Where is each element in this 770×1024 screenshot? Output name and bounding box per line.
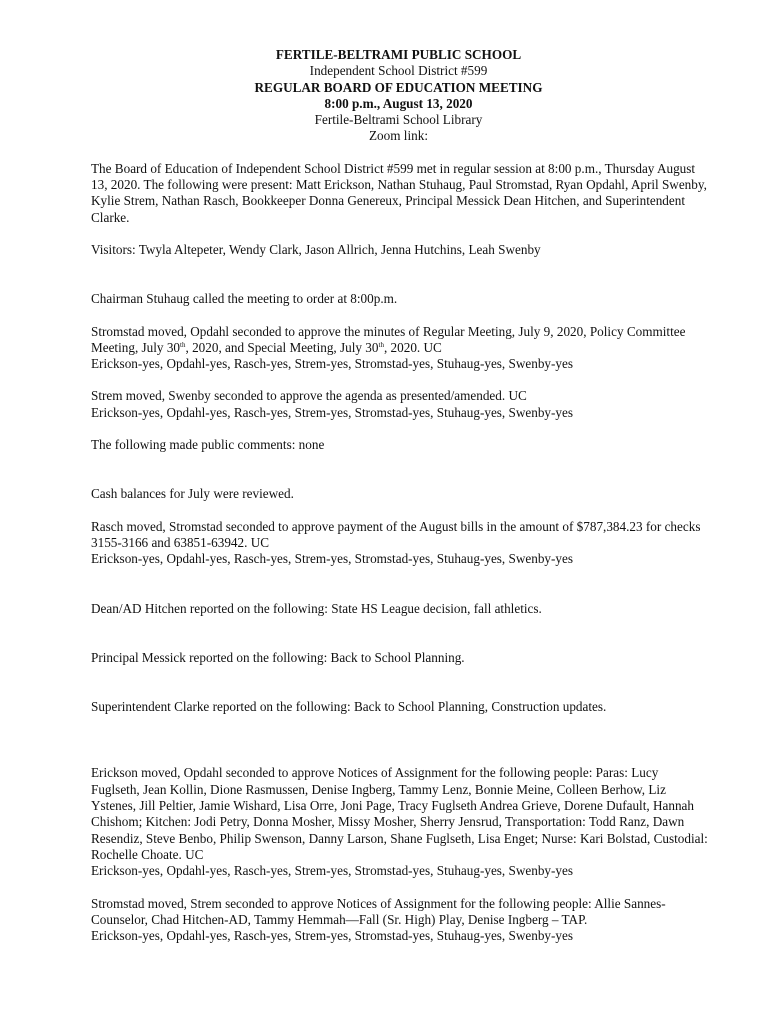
minutes-vote: Erickson-yes, Opdahl-yes, Rasch-yes, Strem-yes, Stromstad-yes, Stuhaug-yes, Swenby-yes bbox=[91, 356, 573, 372]
assignments-vote-2: Erickson-yes, Opdahl-yes, Rasch-yes, Strem-yes, Stromstad-yes, Stuhaug-yes, Swenby-yes bbox=[91, 928, 573, 944]
attendance-paragraph: The Board of Education of Independent School District #599 met in regular session at 8:00 p.m., Thursday August 13, 2020. The following were present: Matt Erickson, Nathan Stuhaug, Paul Stromstad, Ryan Opdahl, April Swenby, Kylie Strem, Nathan Rasch, Bookkeeper Donna Genereux, Principal Messick Dean Hitchen, and Superintendent Clarke. bbox=[91, 160, 707, 225]
meeting-title: REGULAR BOARD OF EDUCATION MEETING bbox=[254, 79, 543, 95]
minutes-text-part2: , 2020, and Special Meeting, July 30 bbox=[185, 339, 379, 355]
visitors-paragraph: Visitors: Twyla Altepeter, Wendy Clark, Jason Allrich, Jenna Hutchins, Leah Swenby bbox=[91, 241, 541, 257]
assignments-motion-2-text: Stromstad moved, Strem seconded to approve Notices of Assignment for the following people: Allie Sannes-Counselor, Chad Hitchen-AD, Tammy Hemmah—Fall (Sr. High) Play, Denise Ingberg – TAP. bbox=[91, 895, 666, 927]
school-name: FERTILE-BELTRAMI PUBLIC SCHOOL bbox=[275, 47, 522, 62]
principal-report-paragraph: Principal Messick reported on the following: Back to School Planning. bbox=[91, 649, 465, 665]
agenda-motion-text: Strem moved, Swenby seconded to approve the agenda as presented/amended. UC bbox=[91, 388, 527, 404]
minutes-text-part3: , 2020. UC bbox=[383, 339, 442, 355]
assignments-motion-1-text: Erickson moved, Opdahl seconded to approve Notices of Assignment for the following people: Paras: Lucy Fuglseth, Jean Kollin, Dione Rasmussen, Denise Ingberg, Tammy Lenz, Bonnie Meine, Colleen Berhow, Liz Ystenes, Jill Peltier, Jamie Wishard, Lisa Orre, Joni Page, Tracy Fuglseth Andrea Grieve, Dorene Dufault, Hannah Chishom; Kitchen: Jodi Petry, Donna Mosher, Missy Mosher, Sherry Jensrud, Transportation: Todd Ranz, Dawn Resendiz, Steve Benbo, Philip Swenson, Danny Larson, Shane Fuglseth, Lisa Enget; Nurse: Kari Bolstad, Custodial: Rochelle Choate. UC bbox=[91, 765, 708, 862]
minutes-motion-text bbox=[91, 324, 710, 357]
call-to-order-paragraph: Chairman Stuhaug called the meeting to order at 8:00p.m. bbox=[91, 291, 398, 307]
superintendent-report-paragraph: Superintendent Clarke reported on the following: Back to School Planning, Construction updates. bbox=[91, 699, 607, 715]
assignments-motion-2 bbox=[91, 896, 710, 945]
cash-balances-paragraph: Cash balances for July were reviewed. bbox=[91, 486, 294, 502]
minutes-text-part1: Stromstad moved, Opdahl seconded to approve the minutes of Regular Meeting, July 9, 2020, Policy Committee Meeting, July 30 bbox=[91, 323, 686, 355]
bills-motion-text: Rasch moved, Stromstad seconded to approve payment of the August bills in the amount of $787,384.23 for checks 3155-3166 and 63851-63942. UC bbox=[91, 518, 701, 550]
assignments-motion-1 bbox=[91, 765, 710, 879]
document-header bbox=[87, 47, 710, 145]
public-comments-paragraph: The following made public comments: none bbox=[91, 437, 325, 453]
minutes-superscript-2: th bbox=[378, 340, 384, 349]
agenda-vote: Erickson-yes, Opdahl-yes, Rasch-yes, Strem-yes, Stromstad-yes, Stuhaug-yes, Swenby-yes bbox=[91, 404, 573, 420]
district-name: Independent School District #599 bbox=[309, 63, 488, 79]
minutes-superscript-1: th bbox=[180, 340, 186, 349]
dean-report-paragraph: Dean/AD Hitchen reported on the following: State HS League decision, fall athletics. bbox=[91, 600, 542, 616]
agenda-motion bbox=[91, 388, 710, 421]
bills-motion bbox=[91, 519, 710, 568]
meeting-location: Fertile-Beltrami School Library bbox=[314, 112, 483, 128]
assignments-vote-1: Erickson-yes, Opdahl-yes, Rasch-yes, Strem-yes, Stromstad-yes, Stuhaug-yes, Swenby-yes bbox=[91, 863, 573, 879]
bills-vote: Erickson-yes, Opdahl-yes, Rasch-yes, Strem-yes, Stromstad-yes, Stuhaug-yes, Swenby-yes bbox=[91, 551, 573, 567]
meeting-datetime: 8:00 p.m., August 13, 2020 bbox=[324, 95, 473, 111]
zoom-link: Zoom link: bbox=[369, 128, 428, 144]
minutes-motion bbox=[91, 324, 710, 373]
